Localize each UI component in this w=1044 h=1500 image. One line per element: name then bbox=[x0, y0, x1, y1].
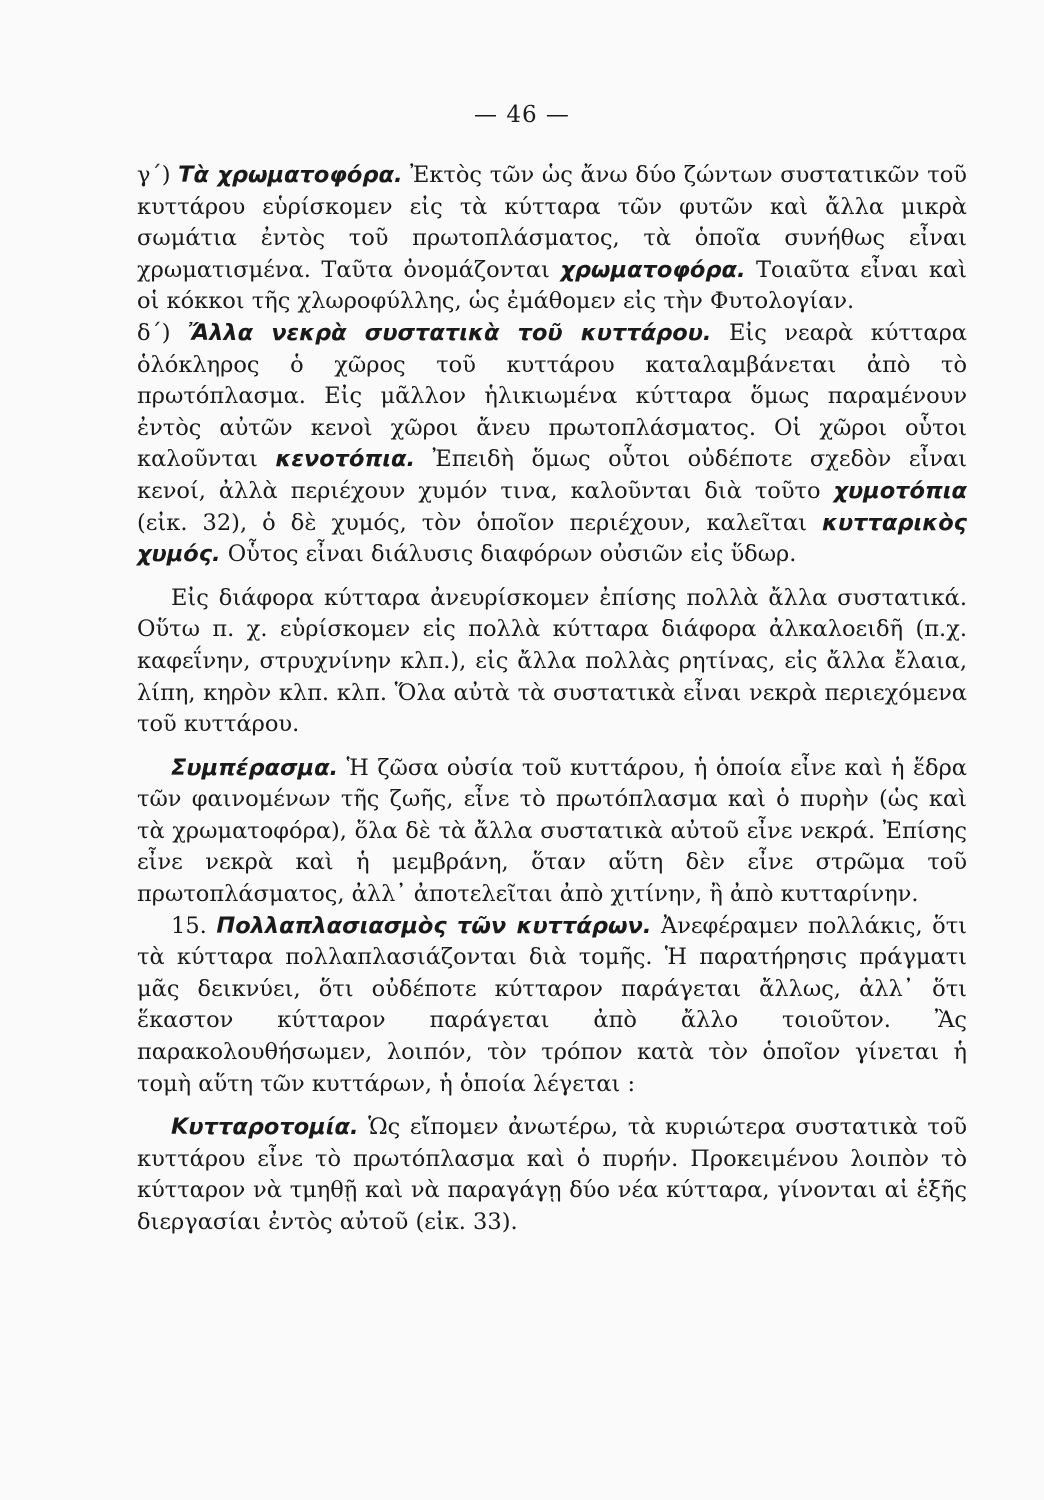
paragraph-text: Τοιαῦτα εἶναι καὶ οἱ κόκκοι τῆς χλωροφύλλης, ὡς ἐμάθομεν εἰς τὴν Φυτολογίαν. bbox=[137, 256, 967, 315]
body-text bbox=[137, 160, 967, 1239]
paragraph-chromatophores bbox=[137, 160, 967, 318]
term-heading: χρωματοφόρα. bbox=[560, 256, 746, 283]
term-heading: κυτταρικὸς χυμός. bbox=[137, 509, 967, 568]
paragraph-text: (εἰκ. 32), ὁ δὲ χυμός, τὸν ὁποῖον περιέχουν, καλεῖται bbox=[137, 509, 822, 536]
paragraph-text: Ὡς εἴπομεν ἀνωτέρω, τὰ κυριώτερα συστατικὰ τοῦ κυττάρου εἶνε τὸ πρωτόπλασμα καὶ ὁ πυρήν. Προκειμένου λοιπὸν τὸ κύτταρον νὰ τμηθῇ καὶ νὰ παραγάγῃ δύο νέα κύτταρα, γίνονται αἱ ἑξῆς διεργασίαι ἐντὸς αὐτοῦ (εἰκ. 33). bbox=[137, 1114, 967, 1235]
paragraph-dead-components bbox=[137, 318, 967, 571]
section-heading: Συμπέρασμα. bbox=[171, 754, 339, 781]
paragraph-conclusion bbox=[137, 753, 967, 911]
section-label: δ΄) bbox=[137, 319, 189, 346]
paragraph-text: Ἐκτὸς τῶν ὡς ἄνω δύο ζώντων συστατικῶν τοῦ κυττάρου εὑρίσκομεν εἰς τὰ κύτταρα τῶν φυτῶν καὶ ἄλλα μικρὰ σωμάτια ἐντὸς τοῦ πρωτοπλάσματος, τὰ ὁποῖα συνήθως εἶναι χρωματισμένα. Ταῦτα ὀνομάζονται bbox=[137, 162, 967, 283]
term-heading: χυμοτόπια bbox=[833, 477, 967, 504]
page-number: — 46 — bbox=[474, 102, 570, 128]
paragraph-cytokinesis bbox=[137, 1112, 967, 1238]
paragraph-text: Ἡ ζῶσα οὐσία τοῦ κυττάρου, ἡ ὁποία εἶνε καὶ ἡ ἕδρα τῶν φαινομένων τῆς ζωῆς, εἶνε τὸ πρωτόπλασμα καὶ ὁ πυρὴν (ὡς καὶ τὰ χρωματοφόρα), ὅλα δὲ τὰ ἄλλα συστατικὰ αὐτοῦ εἶνε νεκρά. Ἐπίσης εἶνε νεκρὰ καὶ ἡ μεμβράνη, ὅταν αὕτη δὲν εἶνε στρῶμα τοῦ πρωτοπλάσματος, ἀλλ᾿ ἀποτελεῖται ἀπὸ χιτίνην, ἢ ἀπὸ κυτταρίνην. bbox=[137, 754, 967, 908]
paragraph-text: Ἐπειδὴ ὅμως οὗτοι οὐδέποτε σχεδὸν εἶναι κενοί, ἀλλὰ περιέχουν χυμόν τινα, καλοῦνται διὰ τοῦτο bbox=[137, 446, 967, 504]
paragraph-text: Οὗτος εἶναι διάλυσις διαφόρων οὐσιῶν εἰς ὕδωρ. bbox=[220, 541, 797, 568]
section-heading: Πολλαπλασιασμὸς τῶν κυττάρων. bbox=[216, 912, 652, 939]
section-heading: Ἄλλα νεκρὰ συστατικὰ τοῦ κυττάρου. bbox=[188, 319, 712, 346]
term-heading: κενοτόπια. bbox=[275, 446, 416, 473]
section-heading: Κυτταροτομία. bbox=[171, 1114, 359, 1141]
paragraph-other-components bbox=[137, 583, 967, 741]
paragraph-text: Εἰς νεαρὰ κύτταρα ὁλόκληρος ὁ χῶρος τοῦ κυττάρου καταλαμβάνεται ἀπὸ τὸ πρωτόπλασμα. Εἰς μᾶλλον ἡλικιωμένα κύτταρα ὅμως παραμένουν ἐντὸς αὐτῶν κενοὶ χῶροι ἄνευ πρωτοπλάσματος. Οἱ χῶροι οὗτοι καλοῦνται bbox=[137, 319, 967, 473]
section-heading: Τὰ χρωματοφόρα. bbox=[178, 162, 403, 188]
section-label: 15. bbox=[171, 912, 217, 939]
paragraph-cell-multiplication bbox=[137, 911, 967, 1101]
paragraph-text: Εἰς διάφορα κύτταρα ἀνευρίσκομεν ἐπίσης πολλὰ ἄλλα συστατικά. Οὕτω π. χ. εὑρίσκομεν εἰς πολλὰ κύτταρα διάφορα ἀλκαλοειδῆ (π.χ. καφεΐνην, στρυχνίνην κλπ.), εἰς ἄλλα πολλὰς ρητίνας, εἰς ἄλλα ἔλαια, λίπη, κηρὸν κλπ. κλπ. Ὅλα αὐτὰ τὰ συστατικὰ εἶναι νεκρὰ περιεχόμενα τοῦ κυττάρου. bbox=[137, 584, 967, 738]
section-label: γ΄) bbox=[137, 162, 179, 188]
paragraph-text: Ἀνεφέραμεν πολλάκις, ὅτι τὰ κύτταρα πολλαπλασιάζονται διὰ τομῆς. Ἡ παρατήρησις πράγματι μᾶς δεικνύει, ὅτι οὐδέποτε κύτταρον παράγεται ἄλλως, ἀλλ᾿ ὅτι ἕκαστον κύτταρον παράγεται ἀπὸ ἄλλο τοιοῦτον. Ἂς παρακολουθήσωμεν, λοιπόν, τὸν τρόπον κατὰ τὸν ὁποῖον γίνεται ἡ τομὴ αὕτη τῶν κυττάρων, ἡ ὁποία λέγεται : bbox=[137, 912, 967, 1097]
